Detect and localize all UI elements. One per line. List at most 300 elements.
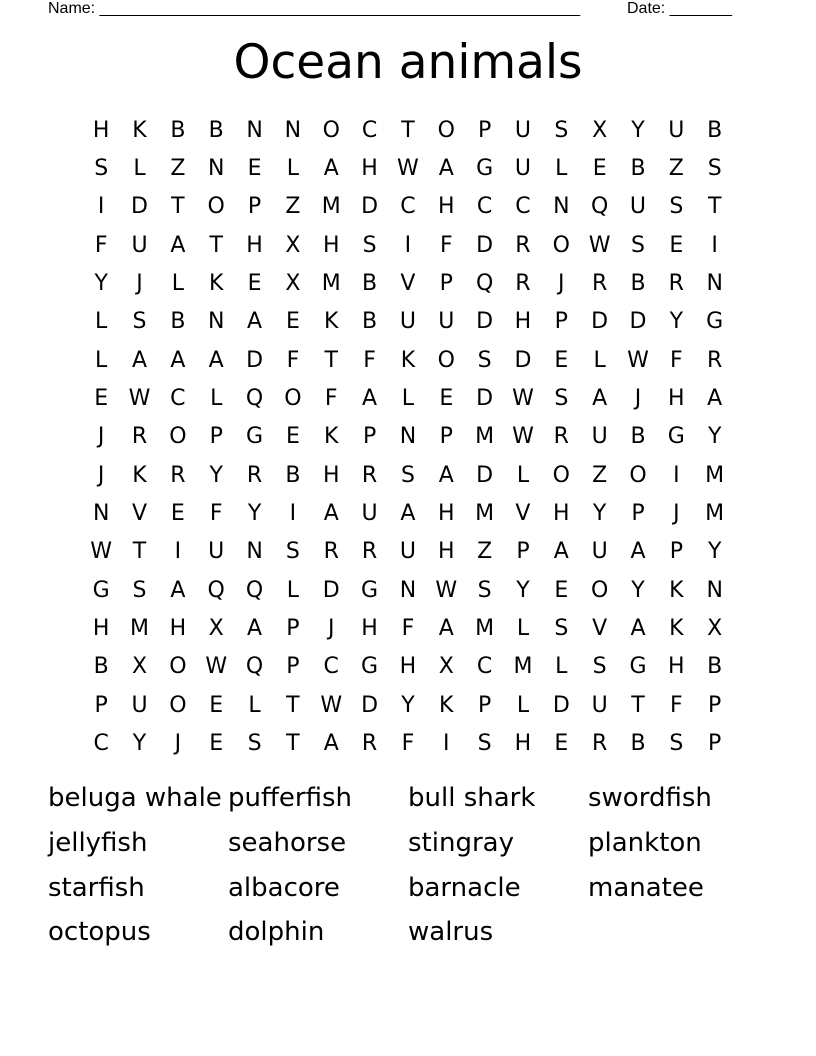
grid-letter: S (132, 309, 147, 335)
grid-letter: G (361, 577, 379, 603)
grid-letter: Q (207, 577, 225, 603)
grid-letter: A (323, 731, 339, 757)
grid-letter: K (324, 424, 339, 450)
grid-letter: P (362, 424, 377, 450)
grid-letter: Y (707, 424, 722, 450)
word-list-item: beluga whale (48, 783, 222, 814)
grid-letter: G (476, 156, 494, 182)
grid-letter: U (514, 117, 531, 143)
grid-letter: Q (245, 577, 264, 603)
grid-letter: O (590, 577, 609, 603)
grid-letter: S (362, 232, 377, 258)
grid-letter: L (133, 156, 146, 182)
grid-letter: P (708, 692, 722, 718)
grid-letter: P (477, 117, 492, 143)
grid-letter: Y (707, 539, 722, 565)
grid-letter: B (630, 271, 646, 297)
grid-letter: J (97, 462, 105, 488)
grid-letter: P (247, 194, 262, 220)
grid-letter: N (92, 501, 110, 527)
grid-letter: P (516, 539, 530, 565)
grid-letter: L (555, 654, 568, 680)
grid-letter: S (132, 577, 147, 603)
grid-letter: Y (94, 271, 108, 297)
grid-letter: N (399, 577, 417, 603)
grid-letter: X (438, 654, 454, 680)
grid-letter: M (475, 501, 495, 527)
grid-letter: O (322, 117, 340, 143)
grid-letter: O (169, 654, 187, 680)
grid-letter: K (132, 462, 147, 488)
grid-letter: D (591, 309, 609, 335)
grid-letter: B (707, 117, 723, 143)
grid-letter: D (514, 347, 532, 373)
grid-letter: T (171, 194, 185, 220)
grid-letter: S (477, 577, 492, 603)
letter-grid (82, 111, 734, 763)
grid-letter: W (588, 232, 611, 258)
grid-letter: N (246, 117, 263, 143)
grid-letter: F (670, 692, 683, 718)
grid-letter: D (476, 309, 494, 335)
grid-letter: I (174, 539, 182, 565)
grid-letter: Y (669, 309, 684, 335)
grid-letter: Z (285, 194, 301, 220)
word-list-item: seahorse (228, 828, 347, 859)
grid-letter: E (247, 271, 262, 297)
grid-letter: I (443, 731, 450, 757)
grid-letter: H (169, 616, 187, 642)
grid-letter: R (361, 539, 378, 565)
grid-letter: R (515, 232, 531, 258)
grid-letter: C (476, 654, 493, 680)
grid-letter: R (361, 462, 378, 488)
grid-letter: C (515, 194, 531, 220)
grid-letter: O (169, 692, 187, 718)
grid-letter: D (552, 692, 570, 718)
grid-letter: O (207, 194, 225, 220)
grid-letter: R (668, 271, 684, 297)
grid-letter: P (209, 424, 223, 450)
grid-letter: E (247, 156, 262, 182)
grid-letter: A (630, 616, 646, 642)
grid-letter: A (630, 539, 646, 565)
grid-letter: E (209, 731, 224, 757)
grid-letter: U (438, 309, 455, 335)
grid-letter: Z (170, 156, 186, 182)
grid-letter: L (210, 386, 223, 412)
grid-letter: P (286, 616, 300, 642)
grid-letter: A (247, 616, 263, 642)
grid-letter: P (94, 692, 108, 718)
grid-letter: K (669, 616, 684, 642)
word-list-item: stingray (408, 828, 514, 859)
grid-letter: L (286, 577, 300, 603)
grid-letter: X (592, 117, 608, 143)
grid-letter: Z (668, 156, 684, 182)
grid-letter: P (439, 271, 453, 297)
grid-letter: U (399, 539, 416, 565)
grid-letter: J (327, 616, 335, 642)
grid-letter: R (323, 539, 339, 565)
grid-letter: O (552, 232, 570, 258)
grid-letter: S (669, 731, 684, 757)
grid-letter: L (516, 616, 530, 642)
grid-letter: G (629, 654, 647, 680)
grid-letter: L (95, 309, 108, 335)
grid-letter: E (285, 309, 300, 335)
grid-letter: L (286, 156, 300, 182)
grid-letter: D (476, 386, 494, 412)
grid-letter: R (591, 731, 608, 757)
grid-letter: A (707, 386, 723, 412)
word-list-item: albacore (228, 872, 340, 903)
grid-letter: E (439, 386, 454, 412)
grid-letter: E (285, 424, 300, 450)
grid-letter: R (131, 424, 148, 450)
word-list-item: swordfish (588, 783, 712, 814)
grid-letter: G (92, 577, 110, 603)
grid-letter: H (437, 539, 455, 565)
grid-letter: M (321, 194, 341, 220)
grid-letter: R (591, 271, 608, 297)
grid-letter: D (322, 577, 340, 603)
grid-letter: B (170, 309, 186, 335)
grid-letter: C (400, 194, 416, 220)
grid-letter: E (170, 501, 185, 527)
grid-letter: Y (209, 462, 223, 488)
grid-letter: H (514, 309, 532, 335)
grid-letter: D (131, 194, 148, 220)
grid-letter: Q (590, 194, 609, 220)
word-list-item: barnacle (408, 872, 521, 903)
grid-letter: N (706, 577, 723, 603)
grid-letter: L (95, 347, 108, 373)
grid-letter: I (97, 194, 105, 220)
grid-letter: B (208, 117, 224, 143)
grid-letter: N (207, 156, 225, 182)
grid-letter: A (438, 462, 454, 488)
grid-letter: G (706, 309, 724, 335)
grid-letter: U (668, 117, 685, 143)
grid-letter: T (631, 692, 645, 718)
word-list-item: octopus (48, 917, 151, 948)
grid-letter: N (207, 309, 225, 335)
grid-letter: Q (245, 386, 264, 412)
grid-letter: O (629, 462, 647, 488)
grid-letter: A (170, 232, 186, 258)
grid-letter: T (286, 692, 300, 718)
grid-letter: T (707, 194, 722, 220)
grid-letter: H (668, 654, 685, 680)
grid-letter: M (321, 271, 341, 297)
grid-letter: N (706, 271, 723, 297)
grid-letter: Y (132, 731, 147, 757)
grid-letter: U (131, 692, 148, 718)
grid-letter: B (93, 654, 109, 680)
grid-letter: N (553, 194, 570, 220)
grid-letter: K (400, 347, 416, 373)
grid-letter: B (285, 462, 301, 488)
grid-letter: F (439, 232, 453, 258)
grid-letter: R (246, 462, 263, 488)
grid-letter: K (324, 309, 339, 335)
grid-letter: H (361, 616, 378, 642)
grid-letter: A (247, 309, 263, 335)
grid-letter: Y (247, 501, 262, 527)
grid-letter: D (361, 194, 379, 220)
grid-letter: T (324, 347, 338, 373)
grid-letter: H (361, 156, 378, 182)
grid-letter: K (439, 692, 454, 718)
grid-letter: M (513, 654, 533, 680)
grid-letter: Z (477, 539, 493, 565)
grid-letter: P (708, 731, 722, 757)
grid-letter: Y (516, 577, 530, 603)
grid-letter: S (285, 539, 300, 565)
grid-letter: O (169, 424, 187, 450)
grid-letter: B (170, 117, 186, 143)
grid-letter: W (397, 156, 419, 182)
grid-letter: W (128, 386, 151, 412)
date-field-label: Date: _______ (627, 0, 732, 17)
grid-letter: I (711, 232, 718, 258)
puzzle-title: Ocean animals (233, 35, 583, 90)
grid-letter: A (362, 386, 378, 412)
grid-letter: X (707, 616, 723, 642)
grid-letter: I (404, 232, 412, 258)
grid-letter: S (554, 616, 569, 642)
grid-letter: N (399, 424, 417, 450)
grid-letter: P (669, 539, 683, 565)
grid-letter: S (554, 386, 569, 412)
grid-letter: M (475, 616, 495, 642)
grid-letter: D (476, 462, 494, 488)
grid-letter: L (555, 156, 568, 182)
grid-letter: C (323, 654, 339, 680)
grid-letter: L (516, 462, 530, 488)
grid-letter: K (132, 117, 147, 143)
grid-letter: D (361, 692, 379, 718)
grid-letter: A (438, 616, 454, 642)
grid-letter: S (631, 232, 645, 258)
grid-letter: W (205, 654, 228, 680)
word-list-item: jellyfish (48, 828, 148, 859)
grid-letter: H (399, 654, 417, 680)
grid-letter: C (476, 194, 493, 220)
grid-letter: J (634, 386, 642, 412)
grid-letter: X (131, 654, 148, 680)
word-list-item: bull shark (408, 783, 536, 814)
grid-letter: Y (401, 692, 415, 718)
grid-letter: R (170, 462, 186, 488)
grid-letter: S (669, 194, 684, 220)
grid-letter: F (401, 731, 415, 757)
grid-letter: D (629, 309, 647, 335)
word-list-item: dolphin (228, 917, 325, 948)
word-list-item: pufferfish (228, 783, 352, 814)
grid-letter: U (399, 309, 416, 335)
grid-letter: Y (592, 501, 607, 527)
grid-letter: A (553, 539, 569, 565)
grid-letter: O (284, 386, 302, 412)
grid-letter: W (320, 692, 343, 718)
grid-letter: G (667, 424, 685, 450)
grid-letter: A (323, 501, 339, 527)
grid-letter: B (630, 424, 646, 450)
grid-letter: D (246, 347, 264, 373)
grid-letter: U (361, 501, 378, 527)
grid-letter: H (92, 117, 110, 143)
grid-letter: M (705, 462, 725, 488)
grid-letter: C (170, 386, 186, 412)
grid-letter: P (554, 309, 568, 335)
grid-letter: W (90, 539, 113, 565)
grid-letter: N (284, 117, 302, 143)
word-list-item: manatee (588, 872, 704, 903)
grid-letter: J (673, 501, 680, 527)
grid-letter: O (437, 347, 455, 373)
grid-letter: V (515, 501, 531, 527)
word-list (48, 776, 768, 955)
grid-letter: A (400, 501, 416, 527)
grid-letter: F (324, 386, 338, 412)
grid-letter: S (400, 462, 415, 488)
grid-letter: Y (631, 117, 645, 143)
grid-letter: H (553, 501, 570, 527)
grid-letter: S (707, 156, 722, 182)
grid-letter: A (131, 347, 148, 373)
grid-letter: W (627, 347, 649, 373)
grid-letter: V (131, 501, 148, 527)
grid-letter: F (670, 347, 683, 373)
grid-letter: T (286, 731, 300, 757)
grid-letter: A (438, 156, 454, 182)
grid-letter: E (554, 577, 569, 603)
name-field-label: Name: ______________________________________________________ (48, 0, 581, 17)
grid-letter: H (514, 731, 532, 757)
grid-letter: S (554, 117, 569, 143)
grid-letter: P (286, 654, 300, 680)
grid-letter: T (401, 117, 415, 143)
grid-letter: U (629, 194, 647, 220)
grid-letter: S (247, 731, 262, 757)
grid-letter: A (170, 347, 186, 373)
grid-letter: A (323, 156, 339, 182)
grid-letter: U (591, 424, 608, 450)
grid-letter: E (94, 386, 109, 412)
grid-letter: L (171, 271, 184, 297)
grid-letter: E (554, 731, 569, 757)
grid-letter: P (439, 424, 453, 450)
grid-letter: A (208, 347, 224, 373)
grid-letter: O (437, 117, 455, 143)
grid-letter: Q (245, 654, 264, 680)
grid-letter: L (516, 692, 530, 718)
grid-letter: B (362, 271, 378, 297)
grid-letter: S (94, 156, 109, 182)
grid-letter: B (630, 156, 646, 182)
grid-letter: M (130, 616, 149, 642)
grid-letter: H (322, 232, 340, 258)
grid-letter: T (209, 232, 223, 258)
grid-letter: M (705, 501, 725, 527)
grid-letter: V (592, 616, 608, 642)
grid-letter: W (435, 577, 458, 603)
grid-letter: E (592, 156, 607, 182)
grid-letter: B (630, 731, 646, 757)
grid-letter: B (362, 309, 378, 335)
grid-letter: J (136, 271, 143, 297)
grid-letter: A (170, 577, 186, 603)
grid-letter: H (668, 386, 685, 412)
grid-letter: F (363, 347, 376, 373)
grid-letter: Z (592, 462, 608, 488)
grid-letter: W (512, 386, 534, 412)
grid-letter: I (673, 462, 680, 488)
word-list-item: plankton (588, 828, 702, 859)
grid-letter: S (477, 731, 492, 757)
word-list-item: walrus (408, 917, 494, 948)
grid-letter: G (246, 424, 264, 450)
grid-letter: C (361, 117, 378, 143)
grid-letter: W (512, 424, 534, 450)
grid-letter: K (669, 577, 684, 603)
grid-letter: J (174, 731, 182, 757)
grid-letter: P (631, 501, 645, 527)
grid-letter: M (475, 424, 495, 450)
grid-letter: B (707, 654, 723, 680)
word-list-item: starfish (48, 872, 145, 903)
grid-letter: K (208, 271, 224, 297)
grid-letter: Q (475, 271, 494, 297)
grid-letter: H (246, 232, 263, 258)
grid-letter: N (246, 539, 263, 565)
grid-letter: E (554, 347, 569, 373)
grid-letter: L (248, 692, 261, 718)
grid-letter: R (553, 424, 569, 450)
grid-letter: O (552, 462, 570, 488)
grid-letter: J (558, 271, 565, 297)
grid-letter: R (361, 731, 378, 757)
grid-letter: J (97, 424, 105, 450)
grid-letter: F (209, 501, 223, 527)
grid-letter: E (669, 232, 684, 258)
grid-letter: F (286, 347, 300, 373)
grid-letter: R (707, 347, 723, 373)
grid-letter: H (437, 194, 455, 220)
grid-letter: E (209, 692, 224, 718)
grid-letter: H (322, 462, 340, 488)
name-date-header (48, 0, 748, 22)
grid-letter: V (400, 271, 416, 297)
grid-letter: P (477, 692, 492, 718)
grid-letter: L (401, 386, 415, 412)
grid-letter: X (285, 271, 301, 297)
grid-letter: L (593, 347, 606, 373)
grid-letter: G (361, 654, 379, 680)
grid-letter: S (592, 654, 607, 680)
grid-letter: A (592, 386, 608, 412)
grid-letter: U (208, 539, 225, 565)
grid-letter: R (515, 271, 531, 297)
grid-letter: I (289, 501, 297, 527)
grid-letter: S (477, 347, 492, 373)
grid-letter: H (437, 501, 455, 527)
grid-letter: T (132, 539, 147, 565)
grid-letter: C (93, 731, 109, 757)
grid-letter: X (285, 232, 301, 258)
